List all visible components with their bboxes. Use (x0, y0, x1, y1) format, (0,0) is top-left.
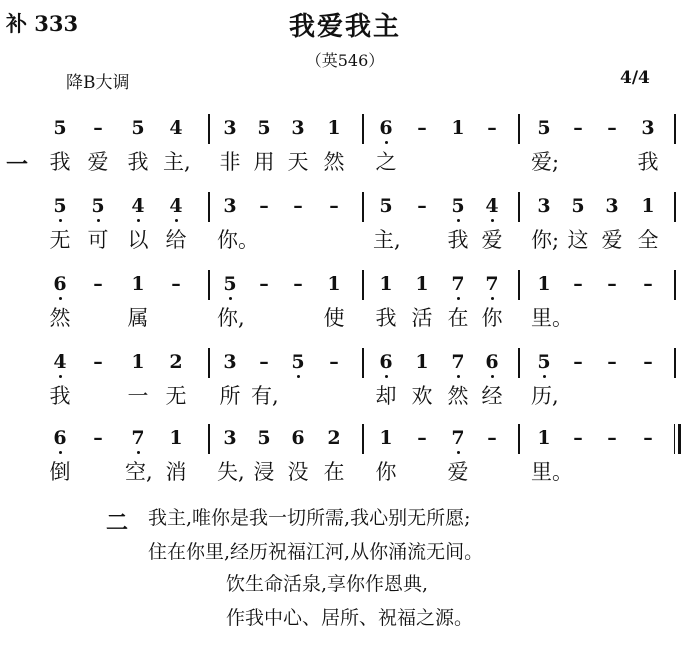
note: 3 (605, 195, 619, 217)
hymn-subtitle: （英546） (305, 51, 385, 70)
note: – (573, 117, 583, 139)
lyric-syllable: 在 (447, 306, 469, 330)
lyric-syllable: 却 (375, 384, 397, 408)
note: 4 (482, 196, 502, 216)
note: 7 (128, 428, 148, 448)
note: – (417, 117, 427, 139)
lyric-syllable: 以 (127, 228, 149, 252)
time-signature: 4/4 (620, 68, 650, 88)
lyric-syllable: 然 (49, 306, 71, 330)
barline (518, 424, 520, 454)
verse1-marker: 一 (6, 152, 29, 178)
note: 7 (448, 274, 468, 294)
note: – (643, 273, 653, 295)
note: 4 (169, 117, 183, 139)
barline (208, 270, 210, 300)
barline (208, 114, 210, 144)
verse2-line-3: 饮生命活泉,享你作恩典, (226, 573, 429, 595)
note: – (93, 273, 103, 295)
note: 1 (537, 273, 551, 295)
note: – (417, 427, 427, 449)
note: 1 (415, 351, 429, 373)
note: – (607, 427, 617, 449)
lyric-syllable: 属 (127, 306, 149, 330)
barline (362, 424, 364, 454)
lyric-syllable: 消 (165, 460, 187, 484)
note: – (259, 195, 269, 217)
note: – (487, 117, 497, 139)
lyric-syllable: 你, (217, 306, 245, 330)
barline (362, 348, 364, 378)
final-barline-thin (674, 424, 675, 454)
note: 2 (169, 351, 183, 373)
lyric-syllable: 我 (49, 150, 71, 174)
note: – (293, 195, 303, 217)
note: 5 (448, 196, 468, 216)
lyric-syllable: 倒 (49, 460, 71, 484)
note: 3 (223, 351, 237, 373)
note: 1 (379, 427, 393, 449)
hymn-number: 补 333 (6, 11, 79, 36)
lyric-syllable: 一 (127, 384, 149, 408)
note: 1 (327, 273, 341, 295)
lyric-syllable: 用 (253, 150, 275, 174)
lyric-syllable: 然 (323, 150, 345, 174)
note: 7 (482, 274, 502, 294)
verse2-marker: 二 (106, 510, 129, 536)
barline (362, 192, 364, 222)
lyric-syllable: 可 (87, 228, 109, 252)
note: 5 (257, 117, 271, 139)
lyric-syllable: 我 (447, 228, 469, 252)
lyric-syllable: 无 (49, 228, 71, 252)
note: 3 (641, 117, 655, 139)
verse2-line-4: 作我中心、居所、祝福之源。 (226, 607, 474, 629)
note: 4 (166, 196, 186, 216)
lyric-syllable: 你。 (217, 228, 259, 252)
note: 7 (448, 428, 468, 448)
note: 5 (288, 352, 308, 372)
note: – (607, 273, 617, 295)
lyric-syllable: 我 (375, 306, 397, 330)
note: 1 (537, 427, 551, 449)
note: – (607, 351, 617, 373)
lyric-syllable: 天 (287, 150, 309, 174)
barline (518, 114, 520, 144)
note: 5 (537, 117, 551, 139)
barline (674, 114, 676, 144)
barline (518, 192, 520, 222)
note: – (93, 117, 103, 139)
lyric-syllable: 有, (251, 384, 279, 408)
lyric-syllable: 主, (373, 228, 401, 252)
lyric-syllable: 你 (375, 460, 397, 484)
note: 5 (379, 195, 393, 217)
note: – (93, 351, 103, 373)
lyric-syllable: 爱 (447, 460, 469, 484)
lyric-syllable: 你 (481, 306, 503, 330)
lyric-syllable: 非 (219, 150, 241, 174)
barline (674, 192, 676, 222)
lyric-syllable: 失, (217, 460, 245, 484)
note: 7 (448, 352, 468, 372)
lyric-syllable: 然 (447, 384, 469, 408)
note: – (93, 427, 103, 449)
lyric-syllable: 我 (49, 384, 71, 408)
note: 6 (50, 428, 70, 448)
lyric-syllable: 给 (165, 228, 187, 252)
note: – (259, 273, 269, 295)
verse2-line-2: 住在你里,经历祝福江河,从你涌流无间。 (148, 541, 484, 563)
note: – (487, 427, 497, 449)
note: 1 (641, 195, 655, 217)
note: – (259, 351, 269, 373)
lyric-syllable: 经 (481, 384, 503, 408)
note: 3 (223, 427, 237, 449)
barline (674, 348, 676, 378)
note: – (573, 351, 583, 373)
note: 3 (537, 195, 551, 217)
barline (518, 348, 520, 378)
lyric-syllable: 无 (165, 384, 187, 408)
note: 6 (50, 274, 70, 294)
note: 5 (131, 117, 145, 139)
note: – (573, 427, 583, 449)
note: 3 (291, 117, 305, 139)
note: 5 (257, 427, 271, 449)
note: 1 (327, 117, 341, 139)
barline (208, 424, 210, 454)
lyric-syllable: 里。 (531, 306, 573, 330)
lyric-syllable: 所 (219, 384, 241, 408)
lyric-syllable: 这 (567, 228, 589, 252)
note: – (329, 351, 339, 373)
note: 3 (223, 117, 237, 139)
note: 5 (53, 117, 67, 139)
note: – (607, 117, 617, 139)
barline (208, 192, 210, 222)
barline (208, 348, 210, 378)
note: – (643, 427, 653, 449)
lyric-syllable: 我 (127, 150, 149, 174)
verse2-line-1: 我主,唯你是我一切所需,我心别无所愿; (148, 507, 471, 529)
barline (362, 270, 364, 300)
lyric-syllable: 在 (323, 460, 345, 484)
note: – (573, 273, 583, 295)
lyric-syllable: 历, (531, 384, 559, 408)
note: 4 (128, 196, 148, 216)
lyric-syllable: 之 (375, 150, 397, 174)
lyric-syllable: 爱 (601, 228, 623, 252)
note: – (643, 351, 653, 373)
note: 1 (451, 117, 465, 139)
note: 1 (131, 351, 145, 373)
note: – (171, 273, 181, 295)
note: 1 (131, 273, 145, 295)
note: 5 (220, 274, 240, 294)
key-signature: 降B大调 (66, 73, 130, 93)
note: 2 (327, 427, 341, 449)
note: 6 (376, 352, 396, 372)
lyric-syllable: 欢 (411, 384, 433, 408)
lyric-syllable: 爱 (87, 150, 109, 174)
note: 5 (534, 352, 554, 372)
lyric-syllable: 使 (323, 306, 345, 330)
final-barline-thick (678, 424, 681, 454)
barline (674, 270, 676, 300)
lyric-syllable: 我 (637, 150, 659, 174)
note: 5 (88, 196, 108, 216)
hymn-title: 我爱我主 (288, 12, 401, 42)
lyric-syllable: 爱; (531, 150, 560, 174)
lyric-syllable: 没 (287, 460, 309, 484)
note: 5 (571, 195, 585, 217)
note: 1 (415, 273, 429, 295)
barline (362, 114, 364, 144)
lyric-syllable: 浸 (253, 460, 275, 484)
note: 6 (482, 352, 502, 372)
note: – (417, 195, 427, 217)
note: 6 (291, 427, 305, 449)
lyric-syllable: 爱 (481, 228, 503, 252)
lyric-syllable: 活 (411, 306, 433, 330)
lyric-syllable: 里。 (531, 460, 573, 484)
lyric-syllable: 主, (163, 150, 191, 174)
note: 1 (379, 273, 393, 295)
note: 4 (50, 352, 70, 372)
note: 5 (50, 196, 70, 216)
note: – (329, 195, 339, 217)
note: – (293, 273, 303, 295)
note: 3 (223, 195, 237, 217)
note: 6 (376, 118, 396, 138)
barline (518, 270, 520, 300)
lyric-syllable: 你; (531, 228, 560, 252)
lyric-syllable: 全 (637, 228, 659, 252)
note: 1 (169, 427, 183, 449)
lyric-syllable: 空, (125, 460, 153, 484)
